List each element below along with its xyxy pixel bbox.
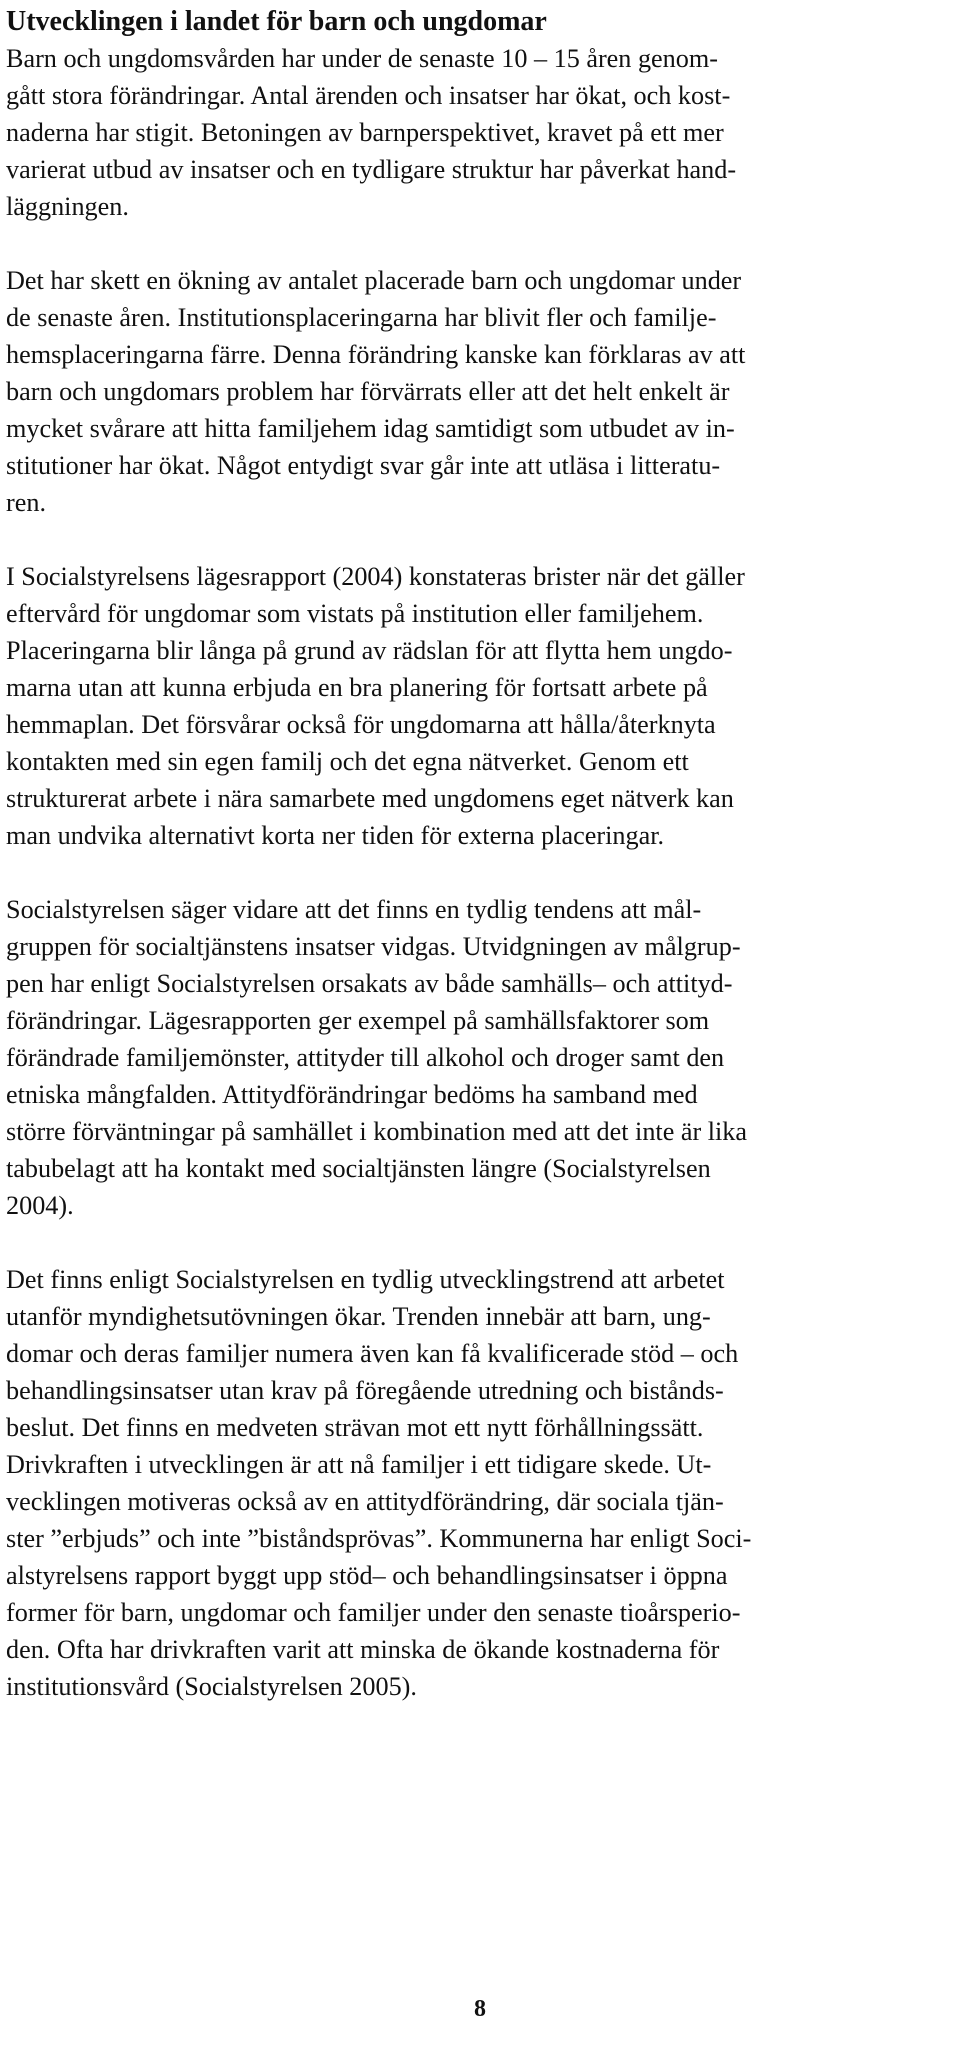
text-line: I Socialstyrelsens lägesrapport (2004) konstateras brister när det gäller [6, 562, 745, 591]
text-line: Socialstyrelsen säger vidare att det finns en tydlig tendens att mål- [6, 895, 702, 924]
text-line: 2004). [6, 1191, 74, 1220]
text-line: tabubelagt att ha kontakt med socialtjänsten längre (Socialstyrelsen [6, 1154, 711, 1183]
section-heading: Utvecklingen i landet för barn och ungdomar [6, 6, 547, 37]
text-line: utanför myndighetsutövningen ökar. Trenden innebär att barn, ung- [6, 1302, 711, 1331]
text-line: vecklingen motiveras också av en attitydförändring, där sociala tjän- [6, 1487, 724, 1516]
page-number: 8 [474, 1996, 486, 2022]
text-line: de senaste åren. Institutionsplaceringarna har blivit fler och familje- [6, 303, 717, 332]
text-line: institutionsvård (Socialstyrelsen 2005). [6, 1672, 417, 1701]
text-line: barn och ungdomars problem har förvärrats eller att det helt enkelt är [6, 377, 730, 406]
text-line: varierat utbud av insatser och en tydligare struktur har påverkat hand- [6, 155, 737, 184]
text-line: man undvika alternativt korta ner tiden för externa placeringar. [6, 821, 665, 850]
text-line: strukturerat arbete i nära samarbete med ungdomens eget nätverk kan [6, 784, 734, 813]
text-line: ster ”erbjuds” och inte ”biståndsprövas”. Kommunerna har enligt Soci- [6, 1524, 752, 1553]
text-line: kontakten med sin egen familj och det egna nätverket. Genom ett [6, 747, 689, 776]
text-line: beslut. Det finns en medveten strävan mot ett nytt förhållningssätt. [6, 1413, 704, 1442]
text-line: Placeringarna blir långa på grund av rädslan för att flytta hem ungdo- [6, 636, 733, 665]
text-line: domar och deras familjer numera även kan få kvalificerade stöd – och [6, 1339, 739, 1368]
text-line: Drivkraften i utvecklingen är att nå familjer i ett tidigare skede. Ut- [6, 1450, 712, 1479]
text-line: marna utan att kunna erbjuda en bra planering för fortsatt arbete på [6, 673, 708, 702]
paragraph-5 [6, 1261, 954, 1705]
text-line: gruppen för socialtjänstens insatser vidgas. Utvidgningen av målgrup- [6, 932, 741, 961]
text-line: förändringar. Lägesrapporten ger exempel på samhällsfaktorer som [6, 1006, 710, 1035]
document-page [6, 0, 954, 1705]
text-line: hemmaplan. Det försvårar också för ungdomarna att hålla/återknyta [6, 710, 716, 739]
paragraph-2 [6, 262, 954, 521]
text-line: stitutioner har ökat. Något entydigt svar går inte att utläsa i litteratu- [6, 451, 721, 480]
paragraph-3 [6, 558, 954, 854]
text-line: den. Ofta har drivkraften varit att minska de ökande kostnaderna för [6, 1635, 720, 1664]
paragraph-4 [6, 891, 954, 1224]
text-line: pen har enligt Socialstyrelsen orsakats av både samhälls– och attityd- [6, 969, 733, 998]
text-line: Det finns enligt Socialstyrelsen en tydlig utvecklingstrend att arbetet [6, 1265, 725, 1294]
text-line: etniska mångfalden. Attitydförändringar bedöms ha samband med [6, 1080, 698, 1109]
text-line: alstyrelsens rapport byggt upp stöd– och behandlingsinsatser i öppna [6, 1561, 728, 1590]
text-line: eftervård för ungdomar som vistats på institution eller familjehem. [6, 599, 704, 628]
text-line: naderna har stigit. Betoningen av barnperspektivet, kravet på ett mer [6, 118, 724, 147]
text-line: ren. [6, 488, 46, 517]
paragraph-1 [6, 40, 954, 225]
text-line: gått stora förändringar. Antal ärenden och insatser har ökat, och kost- [6, 81, 731, 110]
text-line: större förväntningar på samhället i kombination med att det inte är lika [6, 1117, 748, 1146]
text-line: behandlingsinsatser utan krav på föregående utredning och bistånds- [6, 1376, 724, 1405]
text-line: Det har skett en ökning av antalet placerade barn och ungdomar under [6, 266, 742, 295]
text-line: former för barn, ungdomar och familjer under den senaste tioårsperio- [6, 1598, 741, 1627]
text-line: förändrade familjemönster, attityder till alkohol och droger samt den [6, 1043, 725, 1072]
text-line: hemsplaceringarna färre. Denna förändring kanske kan förklaras av att [6, 340, 746, 369]
text-line: Barn och ungdomsvården har under de senaste 10 – 15 åren genom- [6, 44, 718, 73]
text-line: läggningen. [6, 192, 129, 221]
text-line: mycket svårare att hitta familjehem idag samtidigt som utbudet av in- [6, 414, 735, 443]
